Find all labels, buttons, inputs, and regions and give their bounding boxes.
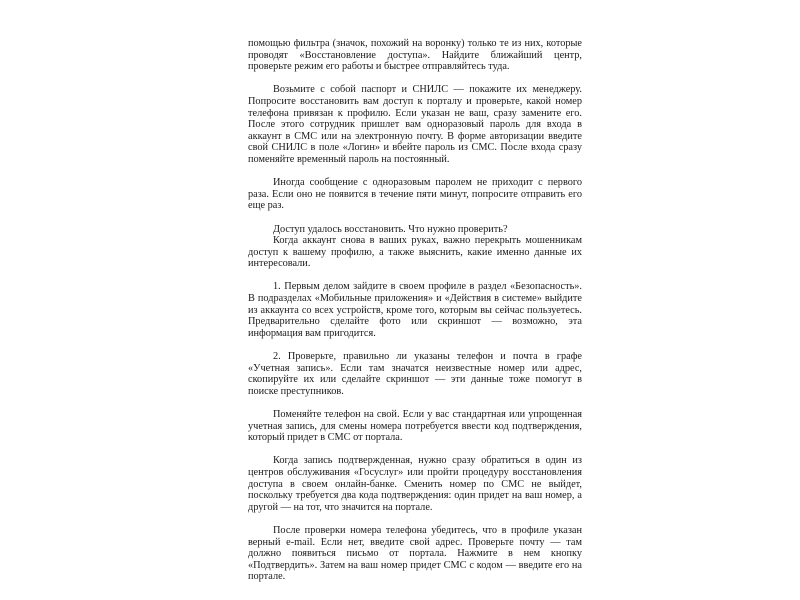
paragraph-step-security: 1. Первым делом зайдите в своем профиле в раздел «Безопасность». В подразделах «Мобильные приложения» и «Действия в системе» выйдите из аккаунта со всех устройств, кроме того, которым вы сейчас пользуетесь. Предварительно сделайте фото или скриншот — возможно, эта информация вам пригодится. <box>248 281 582 339</box>
section-heading-what-to-check: Доступ удалось восстановить. Что нужно проверить? <box>273 223 508 235</box>
paragraph-confirmed-account: Когда запись подтвержденная, нужно сразу обратиться в один из центров обслуживания «Госуслуг» или пройти процедуру восстановления доступа в своем онлайн-банке. Сменить номер по СМС не выйдет, поскольку требуется два кода подтверждения: один придет на ваш номер, а другой — на тот, что значится на портале. <box>248 455 582 513</box>
paragraph-step-account: 2. Проверьте, правильно ли указаны телефон и почта в графе «Учетная запись». Если там значатся неизвестные номер или адрес, скопируйте их или сделайте скриншот — эти данные тоже помогут в поиске преступников. <box>248 351 582 397</box>
article-text <box>248 38 582 595</box>
paragraph-check-email: После проверки номера телефона убедитесь, что в профиле указан верный e-mail. Если нет, введите свой адрес. Проверьте почту — там должно появиться письмо от портала. Нажмите в нем кнопку «Подтвердить». Затем на ваш номер придет СМС с кодом — введите его на портале. <box>248 524 582 583</box>
paragraph-filter-hint: помощью фильтра (значок, похожий на воронку) только те из них, которые проводят «Восстановление доступа». Найдите ближайший центр, проверьте режим его работы и быстрее отправляйтесь туда. <box>248 38 582 73</box>
paragraph-resend-code: Иногда сообщение с одноразовым паролем не приходит с первого раза. Если оно не появится в течение пяти минут, попросите отправить его еще раз. <box>248 177 582 212</box>
paragraph-block-access: Когда аккаунт снова в ваших руках, важно перекрыть мошенникам доступ к вашему профилю, а также выяснить, какие именно данные их интересовали. <box>248 235 582 270</box>
paragraph-documents: Возьмите с собой паспорт и СНИЛС — покажите их менеджеру. Попросите восстановить вам доступ к порталу и проверьте, какой номер телефона привязан к профилю. Если указан не ваш, сразу замените его. После этого сотрудник пришлет вам одноразовый пароль для входа в аккаунт в СМС или на электронную почту. В форме авторизации введите свой СНИЛС в поле «Логин» и вбейте пароль из СМС. После входа сразу поменяйте временный пароль на постоянный. <box>248 84 582 165</box>
paragraph-change-phone: Поменяйте телефон на свой. Если у вас стандартная или упрощенная учетная запись, для смены номера потребуется ввести код подтверждения, который придет в СМС от портала. <box>248 409 582 444</box>
